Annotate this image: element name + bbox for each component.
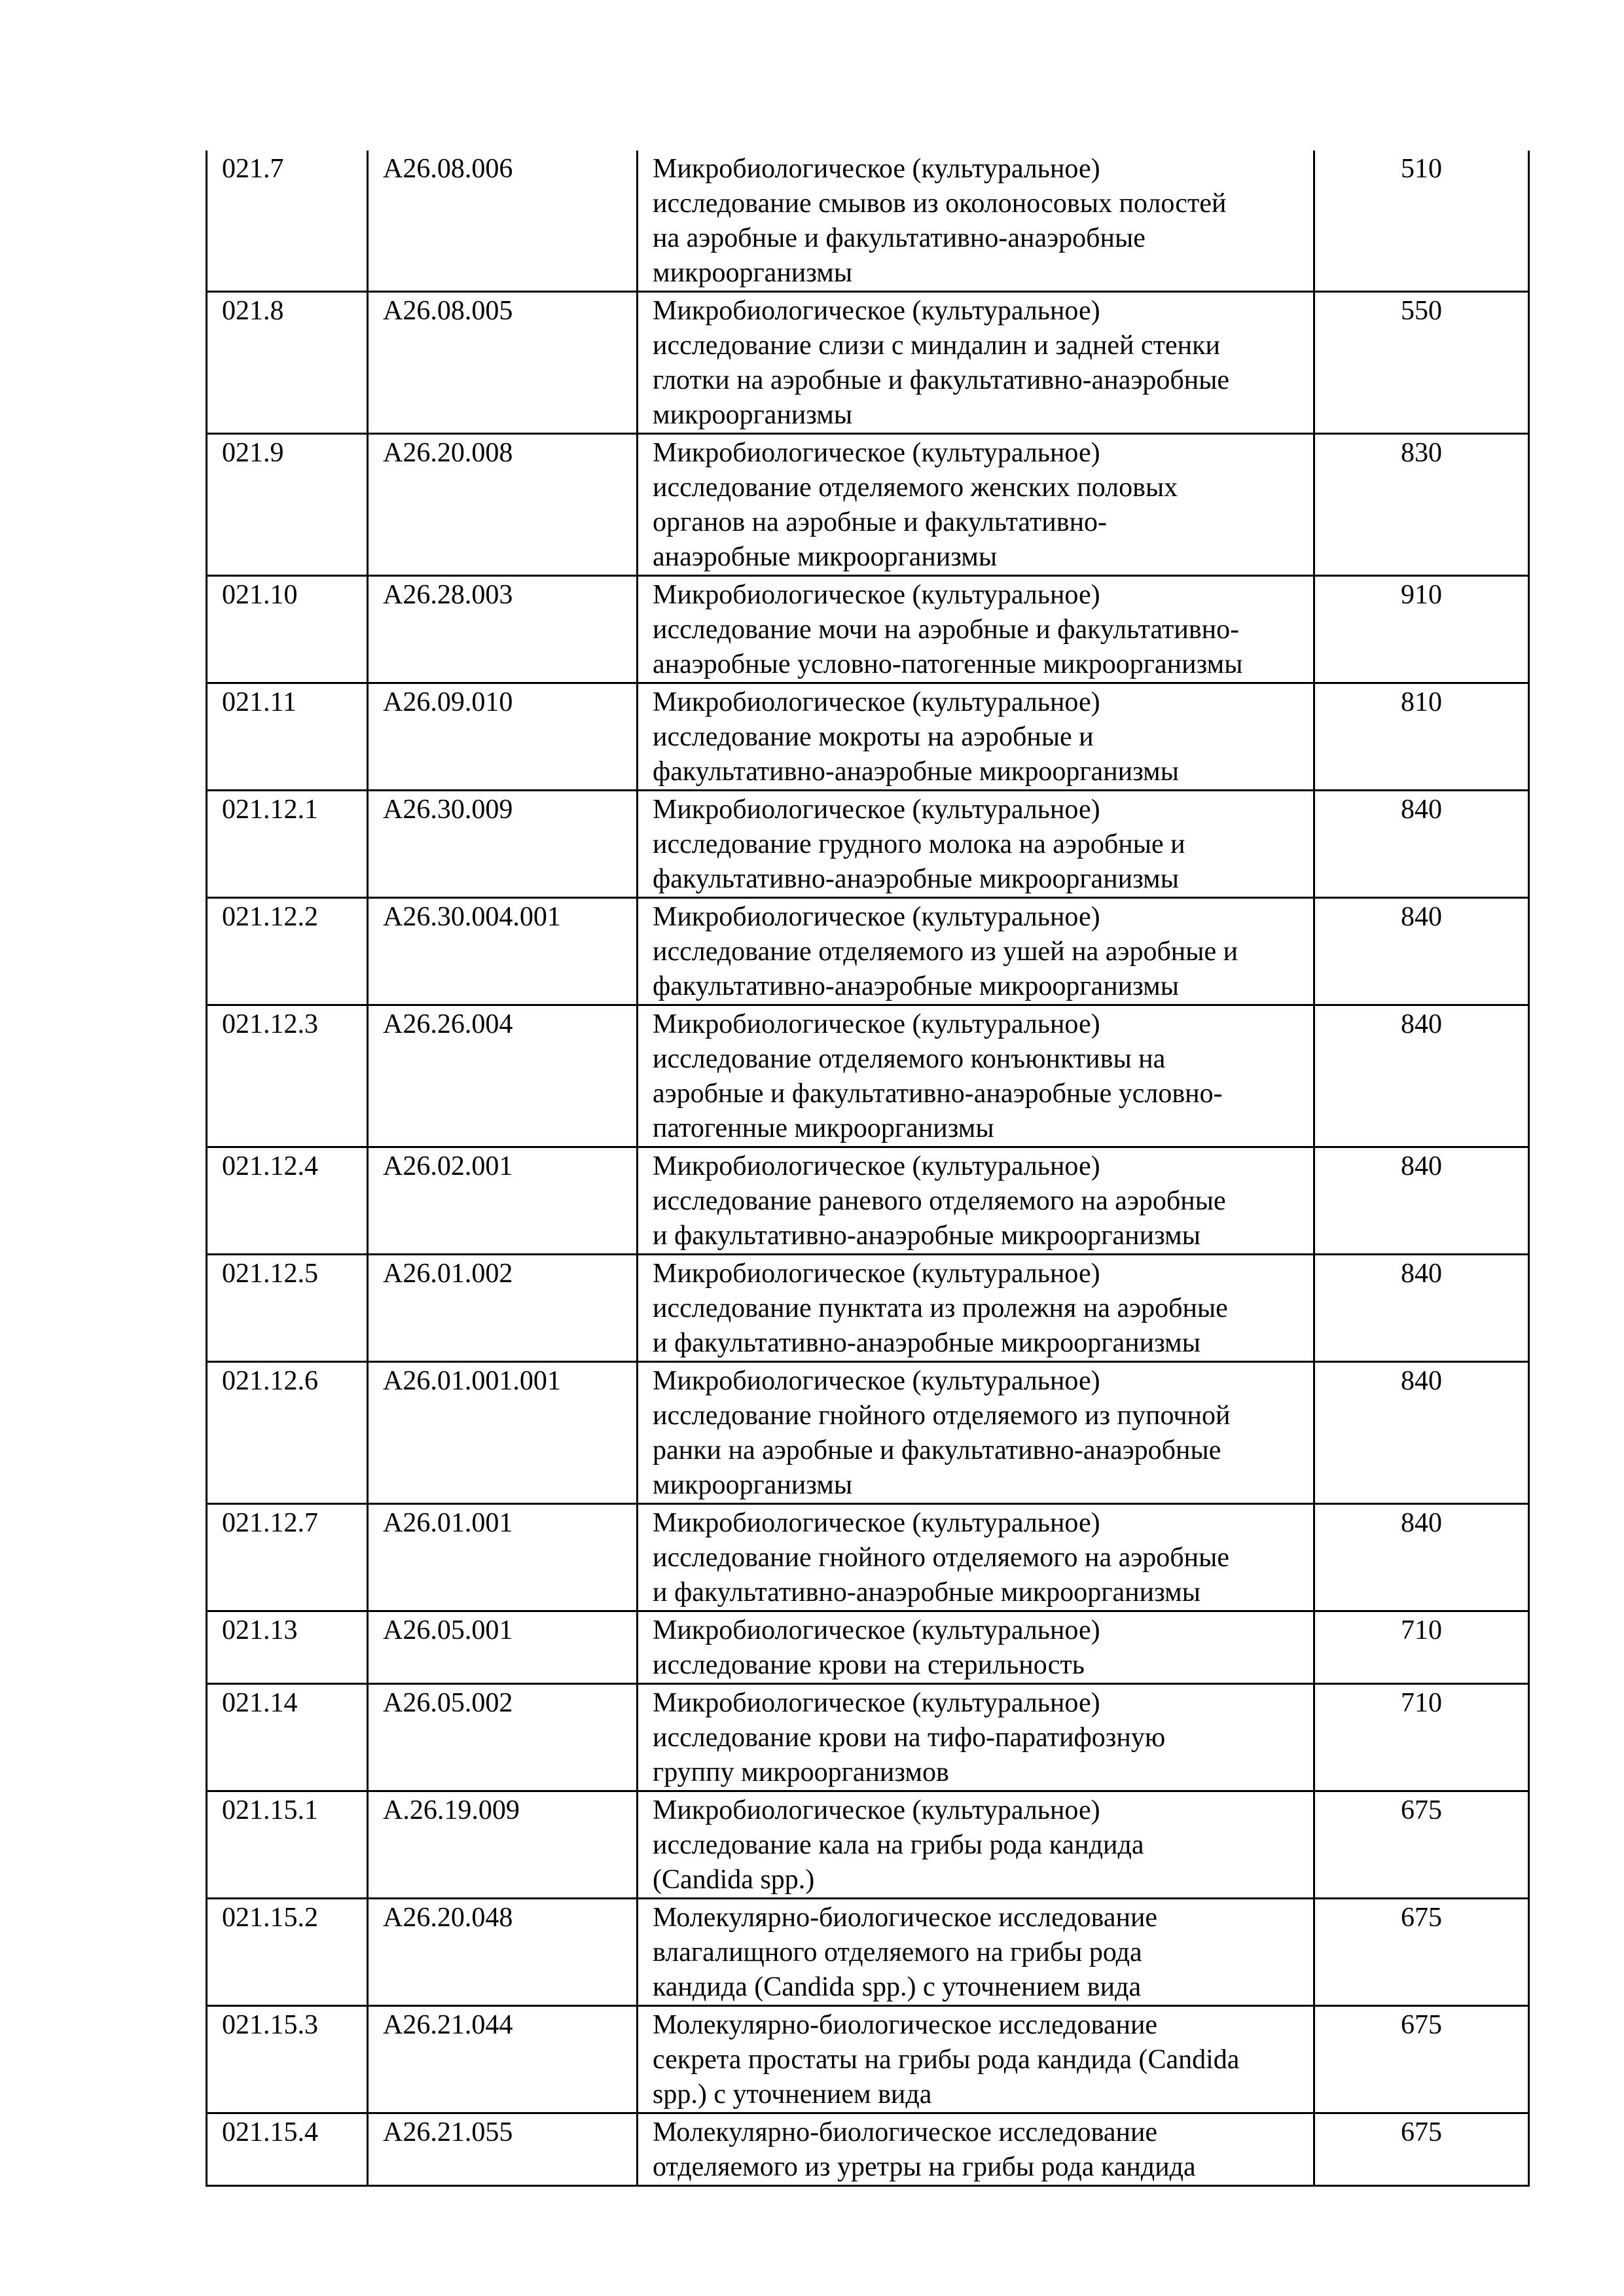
table-row bbox=[207, 1362, 1529, 1504]
row-number: 021.9 bbox=[207, 434, 368, 576]
row-number: 021.15.2 bbox=[207, 1899, 368, 2006]
service-code: A.26.19.009 bbox=[368, 1791, 638, 1899]
table-row bbox=[207, 1899, 1529, 2006]
service-name bbox=[638, 1504, 1314, 1611]
service-name-line: и факультативно-анаэробные микроорганизмы bbox=[653, 1221, 1200, 1251]
service-price: 675 bbox=[1314, 1899, 1529, 2006]
service-name-line: Микробиологическое (культуральное) bbox=[653, 795, 1100, 825]
service-price: 510 bbox=[1314, 151, 1529, 292]
table-row bbox=[207, 1611, 1529, 1684]
service-name bbox=[638, 791, 1314, 898]
service-code: A26.26.004 bbox=[368, 1005, 638, 1147]
row-number: 021.12.4 bbox=[207, 1147, 368, 1255]
row-number: 021.12.5 bbox=[207, 1255, 368, 1362]
service-name-line: исследование отделяемого из ушей на аэробные и bbox=[653, 937, 1238, 967]
table-row bbox=[207, 434, 1529, 576]
service-name bbox=[638, 683, 1314, 791]
row-number: 021.15.3 bbox=[207, 2006, 368, 2113]
service-code: A26.08.006 bbox=[368, 151, 638, 292]
table-row bbox=[207, 576, 1529, 683]
service-name-line: исследование отделяемого женских половых bbox=[653, 473, 1178, 503]
service-name-line: исследование раневого отделяемого на аэробные bbox=[653, 1186, 1226, 1216]
service-name-line: Микробиологическое (культуральное) bbox=[653, 1615, 1100, 1645]
service-price: 675 bbox=[1314, 1791, 1529, 1899]
service-name-line: микроорганизмы bbox=[653, 1470, 853, 1500]
service-name bbox=[638, 2113, 1314, 2186]
service-name-line: исследование смывов из околоносовых полостей bbox=[653, 188, 1227, 219]
table-row bbox=[207, 1684, 1529, 1791]
service-price: 840 bbox=[1314, 1255, 1529, 1362]
service-name-line: анаэробные микроорганизмы bbox=[653, 542, 998, 572]
row-number: 021.13 bbox=[207, 1611, 368, 1684]
table-row bbox=[207, 791, 1529, 898]
service-name bbox=[638, 1684, 1314, 1791]
service-name bbox=[638, 292, 1314, 434]
row-number: 021.12.1 bbox=[207, 791, 368, 898]
service-name-line: исследование пунктата из пролежня на аэробные bbox=[653, 1293, 1228, 1323]
service-code: A26.05.002 bbox=[368, 1684, 638, 1791]
service-name-line: факультативно-анаэробные микроорганизмы bbox=[653, 757, 1179, 787]
service-name-line: анаэробные условно-патогенные микроорганизмы bbox=[653, 649, 1243, 679]
table-row bbox=[207, 2006, 1529, 2113]
service-name-line: исследование мокроты на аэробные и bbox=[653, 722, 1094, 752]
service-price: 840 bbox=[1314, 898, 1529, 1005]
service-price: 550 bbox=[1314, 292, 1529, 434]
service-name-line: Микробиологическое (культуральное) bbox=[653, 1009, 1100, 1039]
service-code: A26.02.001 bbox=[368, 1147, 638, 1255]
service-name-line: на аэробные и факультативно-анаэробные bbox=[653, 223, 1146, 253]
service-name-line: и факультативно-анаэробные микроорганизмы bbox=[653, 1577, 1200, 1607]
service-name-line: отделяемого из уретры на грибы рода кандида bbox=[653, 2152, 1196, 2182]
service-name-line: Микробиологическое (культуральное) bbox=[653, 1366, 1100, 1396]
service-name-line: Микробиологическое (культуральное) bbox=[653, 902, 1100, 932]
service-name-line: spp.) с уточнением вида bbox=[653, 2079, 932, 2109]
service-name-line: Молекулярно-биологическое исследование bbox=[653, 1903, 1158, 1933]
table-row bbox=[207, 2113, 1529, 2186]
service-price: 675 bbox=[1314, 2006, 1529, 2113]
service-name bbox=[638, 151, 1314, 292]
service-price: 840 bbox=[1314, 1005, 1529, 1147]
service-name-line: группу микроорганизмов bbox=[653, 1757, 949, 1787]
service-name-line: микроорганизмы bbox=[653, 258, 853, 288]
service-name-line: исследование гнойного отделяемого из пупочной bbox=[653, 1401, 1231, 1431]
service-name-line: патогенные микроорганизмы bbox=[653, 1113, 994, 1143]
service-name-line: исследование слизи с миндалин и задней стенки bbox=[653, 331, 1220, 361]
service-name-line: исследование грудного молока на аэробные и bbox=[653, 829, 1185, 859]
service-name bbox=[638, 1899, 1314, 2006]
service-name-line: и факультативно-анаэробные микроорганизмы bbox=[653, 1328, 1200, 1358]
service-code: A26.20.048 bbox=[368, 1899, 638, 2006]
service-name-line: секрета простаты на грибы рода кандида (Candida bbox=[653, 2045, 1240, 2075]
service-name-line: факультативно-анаэробные микроорганизмы bbox=[653, 971, 1179, 1001]
service-price: 910 bbox=[1314, 576, 1529, 683]
service-name-line: Микробиологическое (культуральное) bbox=[653, 1259, 1100, 1289]
table-row bbox=[207, 1005, 1529, 1147]
service-name-line: Микробиологическое (культуральное) bbox=[653, 687, 1100, 717]
service-code: A26.08.005 bbox=[368, 292, 638, 434]
service-name-line: Молекулярно-биологическое исследование bbox=[653, 2117, 1158, 2147]
service-price: 840 bbox=[1314, 1504, 1529, 1611]
service-name-line: исследование отделяемого конъюнктивы на bbox=[653, 1044, 1166, 1074]
service-name-line: Микробиологическое (культуральное) bbox=[653, 1688, 1100, 1718]
service-name bbox=[638, 1147, 1314, 1255]
service-name-line: исследование крови на тифо-паратифозную bbox=[653, 1723, 1166, 1753]
service-code: A26.01.001.001 bbox=[368, 1362, 638, 1504]
service-name bbox=[638, 1362, 1314, 1504]
service-price: 840 bbox=[1314, 791, 1529, 898]
table-body bbox=[207, 151, 1529, 2186]
service-name-line: глотки на аэробные и факультативно-анаэробные bbox=[653, 365, 1230, 395]
service-code: A26.09.010 bbox=[368, 683, 638, 791]
service-code: A26.30.004.001 bbox=[368, 898, 638, 1005]
service-name-line: факультативно-анаэробные микроорганизмы bbox=[653, 864, 1179, 894]
row-number: 021.12.7 bbox=[207, 1504, 368, 1611]
service-price: 840 bbox=[1314, 1362, 1529, 1504]
table-row bbox=[207, 151, 1529, 292]
row-number: 021.12.3 bbox=[207, 1005, 368, 1147]
service-name-line: Микробиологическое (культуральное) bbox=[653, 438, 1100, 468]
row-number: 021.14 bbox=[207, 1684, 368, 1791]
service-code: A26.30.009 bbox=[368, 791, 638, 898]
service-code: A26.21.044 bbox=[368, 2006, 638, 2113]
service-name-line: Микробиологическое (культуральное) bbox=[653, 296, 1100, 326]
service-code: A26.20.008 bbox=[368, 434, 638, 576]
service-name bbox=[638, 898, 1314, 1005]
service-name bbox=[638, 1255, 1314, 1362]
service-name bbox=[638, 1791, 1314, 1899]
table-row bbox=[207, 1504, 1529, 1611]
service-name-line: органов на аэробные и факультативно- bbox=[653, 507, 1108, 537]
service-price: 710 bbox=[1314, 1684, 1529, 1791]
service-price: 840 bbox=[1314, 1147, 1529, 1255]
service-code: A26.01.001 bbox=[368, 1504, 638, 1611]
service-name-line: Микробиологическое (культуральное) bbox=[653, 580, 1100, 610]
row-number: 021.15.1 bbox=[207, 1791, 368, 1899]
row-number: 021.12.2 bbox=[207, 898, 368, 1005]
service-price: 830 bbox=[1314, 434, 1529, 576]
service-code: A26.05.001 bbox=[368, 1611, 638, 1684]
service-name-line: исследование крови на стерильность bbox=[653, 1650, 1085, 1680]
row-number: 021.8 bbox=[207, 292, 368, 434]
service-name bbox=[638, 2006, 1314, 2113]
row-number: 021.15.4 bbox=[207, 2113, 368, 2186]
service-name-line: микроорганизмы bbox=[653, 400, 853, 430]
service-name bbox=[638, 1005, 1314, 1147]
table-row bbox=[207, 683, 1529, 791]
service-price: 810 bbox=[1314, 683, 1529, 791]
table-row bbox=[207, 1791, 1529, 1899]
table-row bbox=[207, 1147, 1529, 1255]
service-name-line: (Candida spp.) bbox=[653, 1865, 815, 1895]
price-table bbox=[206, 151, 1530, 2187]
table-row bbox=[207, 1255, 1529, 1362]
service-code: A26.21.055 bbox=[368, 2113, 638, 2186]
row-number: 021.10 bbox=[207, 576, 368, 683]
service-name bbox=[638, 576, 1314, 683]
service-name-line: исследование мочи на аэробные и факультативно- bbox=[653, 615, 1240, 645]
service-price: 710 bbox=[1314, 1611, 1529, 1684]
row-number: 021.12.6 bbox=[207, 1362, 368, 1504]
service-name-line: кандида (Candida spp.) с уточнением вида bbox=[653, 1972, 1142, 2002]
service-name bbox=[638, 1611, 1314, 1684]
row-number: 021.7 bbox=[207, 151, 368, 292]
service-name-line: Микробиологическое (культуральное) bbox=[653, 1795, 1100, 1825]
table-row bbox=[207, 898, 1529, 1005]
service-name-line: Микробиологическое (культуральное) bbox=[653, 154, 1100, 184]
service-name-line: влагалищного отделяемого на грибы рода bbox=[653, 1937, 1142, 1967]
service-code: A26.28.003 bbox=[368, 576, 638, 683]
service-name-line: аэробные и факультативно-анаэробные условно- bbox=[653, 1079, 1223, 1109]
service-name-line: ранки на аэробные и факультативно-анаэробные bbox=[653, 1435, 1221, 1465]
service-name bbox=[638, 434, 1314, 576]
row-number: 021.11 bbox=[207, 683, 368, 791]
service-price: 675 bbox=[1314, 2113, 1529, 2186]
service-name-line: Молекулярно-биологическое исследование bbox=[653, 2010, 1158, 2040]
service-code: A26.01.002 bbox=[368, 1255, 638, 1362]
service-name-line: Микробиологическое (культуральное) bbox=[653, 1151, 1100, 1181]
service-name-line: Микробиологическое (культуральное) bbox=[653, 1508, 1100, 1538]
service-name-line: исследование гнойного отделяемого на аэробные bbox=[653, 1543, 1229, 1573]
table-row bbox=[207, 292, 1529, 434]
service-name-line: исследование кала на грибы рода кандида bbox=[653, 1830, 1144, 1860]
